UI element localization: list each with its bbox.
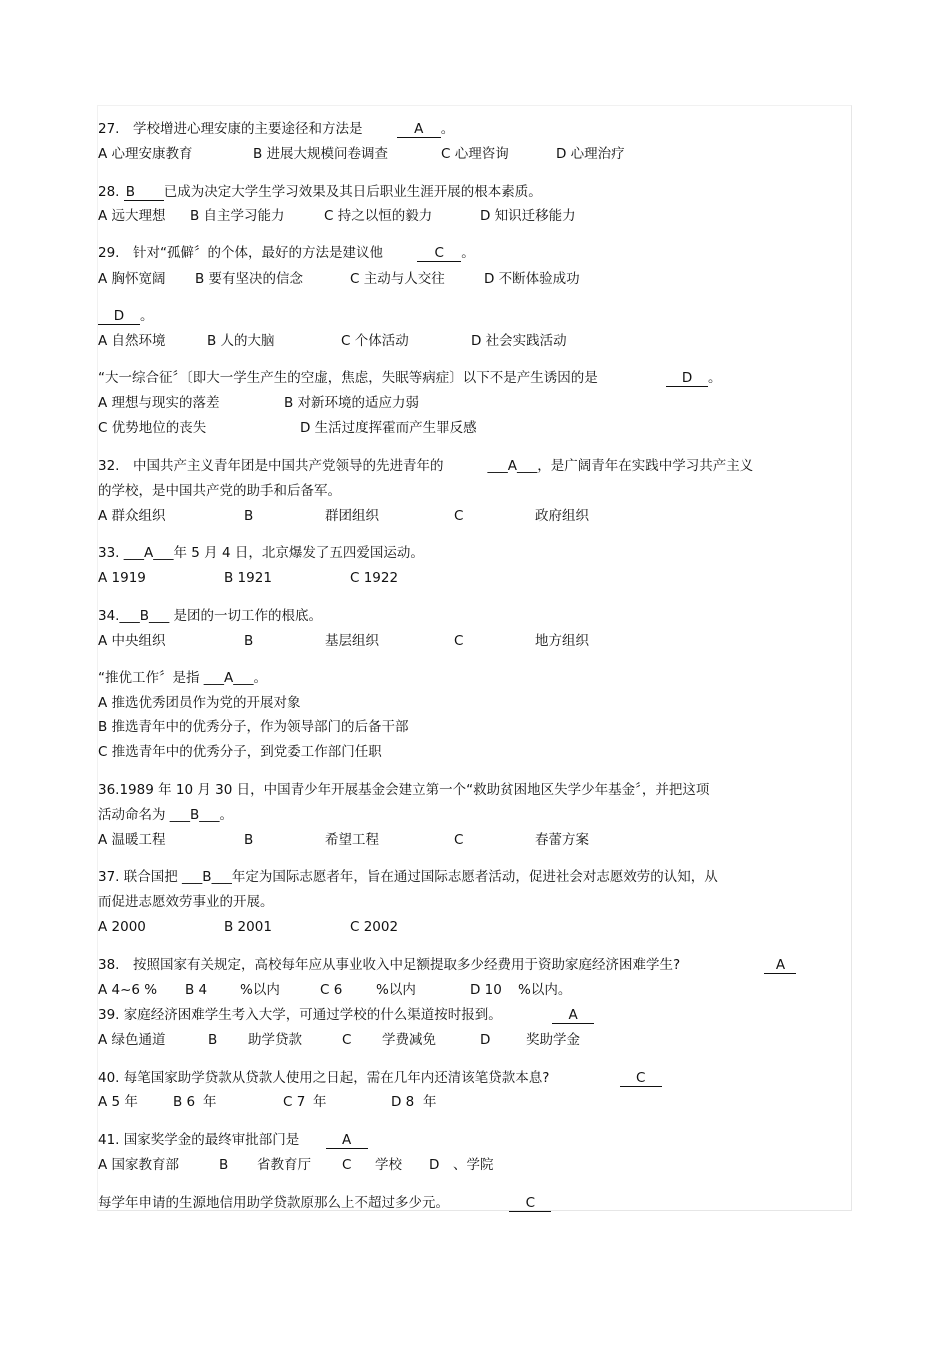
question-text: 27. 学校增进心理安康的主要途径和方法是 [98, 121, 363, 137]
option-b-text: 群团组织 [325, 508, 379, 524]
option-a: A 群众组织 [98, 508, 166, 524]
option-c: C 心理咨询 [441, 146, 509, 162]
option-c: C 优势地位的丧失 [98, 420, 207, 436]
answer-blank: C [620, 1071, 662, 1087]
question-32 [98, 457, 753, 475]
question-text: 每学年申请的生源地信用助学贷款原那么上不超过多少元。 [98, 1195, 449, 1211]
option-b: B 要有坚决的信念 [195, 271, 304, 287]
answer-blank: B [124, 185, 164, 201]
option-b-text: 希望工程 [325, 832, 379, 848]
question-number: 28. [98, 184, 120, 200]
question-text: 38. 按照国家有关规定，高校每年应从事业收入中足额提取多少经费用于资助家庭经济困难学生? [98, 957, 681, 973]
question-text: 29. 针对“孤僻〞的个体，最好的方法是建议他 [98, 245, 383, 261]
option-a: A 1919 [98, 570, 146, 586]
option-c: C 持之以恒的毅力 [324, 208, 433, 224]
option-b: B 自主学习能力 [190, 208, 285, 224]
option-c-letter: C [454, 508, 464, 524]
options-32 [98, 507, 589, 525]
options-40 [98, 1093, 437, 1111]
question-text: 32. 中国共产主义青年团是中国共产党领导的先进青年的 [98, 458, 444, 474]
question-31 [98, 369, 722, 387]
option-d-num: D 10 [470, 982, 502, 998]
option-b-text: 省教育厅 [257, 1157, 311, 1173]
question-41 [98, 1131, 368, 1149]
option-a: A 自然环境 [98, 333, 166, 349]
question-36: 36.1989 年 10 月 30 日，中国青少年开展基金会建立第一个“救助贫困地区失学少年基金〞，并把这项 [98, 782, 710, 798]
option-a: A 国家教育部 [98, 1157, 180, 1173]
options-31-row2 [98, 419, 477, 437]
option-c-letter: C [454, 633, 464, 649]
option-35-a: A 推选优秀团员作为党的开展对象 [98, 695, 301, 711]
question-30 [98, 307, 154, 325]
option-c: C 主动与人交往 [350, 271, 445, 287]
option-c-text: 政府组织 [535, 508, 589, 524]
question-28 [98, 183, 542, 201]
option-b-letter: B [219, 1157, 229, 1173]
option-c-letter: C [342, 1157, 352, 1173]
option-b-letter: B [244, 508, 254, 524]
options-33 [98, 569, 398, 587]
option-a: A 绿色通道 [98, 1032, 166, 1048]
question-text: 已成为决定大学生学习效果及其日后职业生涯开展的根本素质。 [163, 184, 542, 200]
options-41 [98, 1156, 494, 1174]
option-d-text: 奖助学金 [526, 1032, 580, 1048]
option-c: C 1922 [350, 570, 399, 586]
options-29 [98, 270, 580, 288]
question-37: 37. 联合国把 ___B___年定为国际志愿者年，旨在通过国际志愿者活动，促进社会对志愿效劳的认知，从 [98, 869, 718, 885]
option-b: B 进展大规模问卷调查 [253, 146, 389, 162]
punct: 。 [140, 308, 154, 324]
option-d-letter: D [429, 1157, 440, 1173]
question-text: 40. 每笔国家助学贷款从贷款人使用之日起，需在几年内还清该笔贷款本息? [98, 1070, 550, 1086]
answer-blank: C [509, 1196, 551, 1212]
option-c-text: 地方组织 [535, 633, 589, 649]
option-c-num: C 6 [320, 982, 343, 998]
options-34 [98, 632, 589, 650]
option-c-num: C 7 [283, 1094, 306, 1110]
option-b-num: B 6 [173, 1094, 196, 1110]
question-34: 34.___B___ 是团的一切工作的根底。 [98, 608, 323, 624]
option-b-text: 基层组织 [325, 633, 379, 649]
option-c: C 个体活动 [341, 333, 409, 349]
question-text: 41. 国家奖学金的最终审批部门是 [98, 1132, 300, 1148]
option-c: C 2002 [350, 919, 399, 935]
option-c-text: 学费减免 [382, 1032, 436, 1048]
option-c-letter: C [454, 832, 464, 848]
option-a: A 4~6 % [98, 982, 158, 998]
question-text: “大一综合征〞〔即大一学生产生的空虚，焦虑，失眠等病症〕以下不是产生诱因的是 [98, 370, 598, 386]
option-a: A 2000 [98, 919, 146, 935]
option-b-letter: B [208, 1032, 218, 1048]
options-30 [98, 332, 567, 350]
question-text: 39. 家庭经济困难学生考入大学，可通过学校的什么渠道按时报到。 [98, 1007, 502, 1023]
answer-blank: A [397, 122, 441, 138]
question-37-line2: 而促进志愿效劳事业的开展。 [98, 894, 274, 910]
option-d: D 生活过度挥霍而产生罪反感 [300, 420, 477, 436]
option-a: A 理想与现实的落差 [98, 395, 220, 411]
option-d-num: D 8 [391, 1094, 415, 1110]
option-b-num: B 4 [185, 982, 208, 998]
option-c-unit: 年 [313, 1094, 327, 1110]
option-c-text: 春蕾方案 [535, 832, 589, 848]
option-d-unit: 年 [423, 1094, 437, 1110]
option-a: A 远大理想 [98, 208, 166, 224]
option-c-text: 学校 [375, 1157, 402, 1173]
options-27 [98, 145, 625, 163]
option-a: A 心理安康教育 [98, 146, 193, 162]
answer-blank: C [417, 246, 461, 262]
question-38 [98, 956, 796, 974]
answer-blank: A [764, 958, 796, 974]
option-d: D 社会实践活动 [471, 333, 567, 349]
option-b-unit: %以内 [240, 982, 280, 998]
question-39 [98, 1006, 594, 1024]
punct: 。 [708, 370, 722, 386]
option-b-letter: B [244, 633, 254, 649]
option-b-text: 助学贷款 [248, 1032, 302, 1048]
options-36 [98, 831, 589, 849]
answer-blank: A [552, 1008, 594, 1024]
answer-blank: D [98, 309, 140, 325]
option-b: B 2001 [224, 919, 272, 935]
option-d-text: 、学院 [453, 1157, 494, 1173]
question-42 [98, 1194, 551, 1212]
question-27 [98, 120, 454, 138]
options-28 [98, 207, 576, 225]
option-d: D 不断体验成功 [484, 271, 580, 287]
question-36-line2: 活动命名为 ___B___。 [98, 807, 234, 823]
option-b: B 1921 [224, 570, 272, 586]
punct: 。 [461, 245, 475, 261]
option-35-b: B 推选青年中的优秀分子，作为领导部门的后备干部 [98, 719, 409, 735]
options-37 [98, 918, 398, 936]
option-a: A 温暖工程 [98, 832, 166, 848]
punct: 。 [440, 121, 455, 137]
question-35: “推优工作〞是指 ___A___。 [98, 670, 268, 686]
option-b-letter: B [244, 832, 254, 848]
option-b: B 人的大脑 [207, 333, 275, 349]
options-31-row1 [98, 394, 419, 412]
question-32-line2: 的学校，是中国共产党的助手和后备军。 [98, 483, 341, 499]
option-a: A 胸怀宽阔 [98, 271, 166, 287]
answer-blank: D [666, 371, 708, 387]
option-c-letter: C [342, 1032, 352, 1048]
option-b: B 对新环境的适应力弱 [284, 395, 420, 411]
answer-blank: ___A___ [487, 458, 538, 474]
option-a: A 5 年 [98, 1094, 138, 1110]
option-d: D 知识迁移能力 [480, 208, 576, 224]
option-b-unit: 年 [203, 1094, 217, 1110]
question-40 [98, 1069, 662, 1087]
option-d-letter: D [480, 1032, 491, 1048]
question-text-cont: ，是广阔青年在实践中学习共产主义 [537, 458, 754, 474]
answer-blank: A [326, 1133, 368, 1149]
question-33: 33. ___A___年 5 月 4 日，北京爆发了五四爱国运动。 [98, 545, 424, 561]
option-c-unit: %以内 [376, 982, 416, 998]
options-39 [98, 1031, 580, 1049]
option-a: A 中央组织 [98, 633, 166, 649]
option-d: D 心理治疗 [556, 146, 625, 162]
option-35-c: C 推选青年中的优秀分子，到党委工作部门任职 [98, 744, 382, 760]
question-29 [98, 244, 475, 262]
option-d-unit: %以内。 [518, 982, 572, 998]
options-38 [98, 981, 571, 999]
